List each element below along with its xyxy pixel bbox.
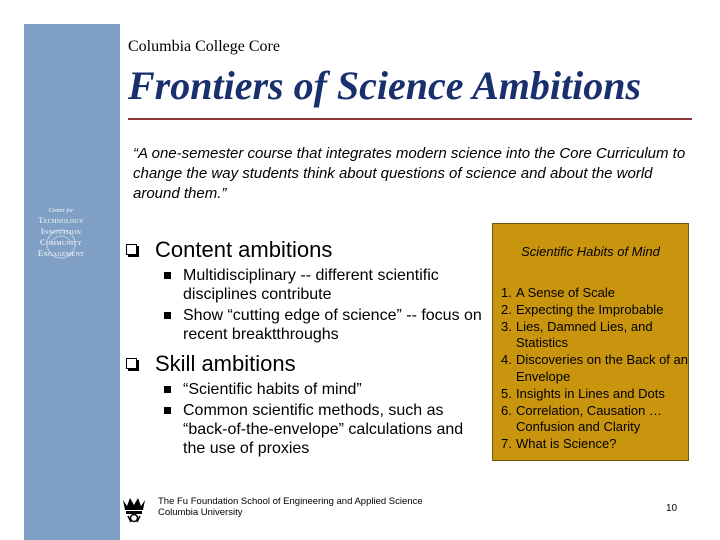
side-bar <box>24 24 120 540</box>
item-text: Expecting the Improbable <box>516 301 664 317</box>
list-item <box>125 236 485 264</box>
item-number: 3. <box>501 318 512 334</box>
list-item <box>125 306 485 344</box>
footer-school: The Fu Foundation School of Engineering and Applied Science <box>158 496 423 507</box>
item-text: Insights in Lines and Dots <box>516 385 665 401</box>
center-logo <box>26 208 96 268</box>
habits-list <box>493 285 688 453</box>
page-number: 10 <box>666 503 678 514</box>
list-item <box>501 403 688 437</box>
list-item <box>501 285 688 302</box>
list-item <box>501 302 688 319</box>
list-item <box>501 386 688 403</box>
logo-line-technology: Technology <box>38 215 84 225</box>
footer-university: Columbia University <box>158 507 243 518</box>
group-heading: Content ambitions <box>155 237 333 262</box>
footer-text <box>158 496 423 518</box>
skill-ambitions-group <box>125 350 485 458</box>
square-bullet-icon <box>126 244 137 255</box>
list-item <box>125 350 485 378</box>
logo-emblem-icon <box>43 218 79 266</box>
content-ambitions-group <box>125 236 485 344</box>
item-number: 4. <box>501 352 512 368</box>
item-number: 2. <box>501 301 512 317</box>
list-item <box>501 352 688 386</box>
list-item <box>501 319 688 353</box>
list-item <box>125 401 485 458</box>
item-text: Lies, Damned Lies, and Statistics <box>516 318 653 351</box>
habits-panel <box>492 223 689 461</box>
item-number: 7. <box>501 436 512 452</box>
logo-small-text: Center for <box>48 208 74 214</box>
group-heading: Skill ambitions <box>155 351 296 376</box>
item-text: Show “cutting edge of science” -- focus on recent breaktthroughs <box>183 307 482 343</box>
bullet-icon <box>164 386 171 393</box>
item-text: What is Science? <box>516 436 617 452</box>
item-text: A Sense of Scale <box>516 285 616 300</box>
logo-line-community: Community <box>39 237 83 247</box>
item-text: “Scientific habits of mind” <box>183 381 362 398</box>
item-text: Discoveries on the Back of an Envelope <box>516 352 688 384</box>
item-text: Common scientific methods, such as “back-of-the-envelope” calculations and the use of proxies <box>183 402 464 457</box>
list-item <box>501 436 688 453</box>
item-number: 5. <box>501 385 512 401</box>
list-item <box>125 266 485 304</box>
item-text: Multidisciplinary -- different scientific disciplines contribute <box>183 267 439 303</box>
habits-panel-title: Scientific Habits of Mind <box>521 244 660 259</box>
course-quote: “A one-semester course that integrates modern science into the Core Curriculum to change the way students think about questions of science and about the world around them.” <box>133 145 686 202</box>
bullet-icon <box>164 407 171 414</box>
list-item <box>125 380 485 399</box>
bullet-icon <box>164 312 171 319</box>
logo-line-innovation: Innovation <box>40 226 82 236</box>
logo-line-engagement: Engagement <box>37 248 85 258</box>
university-crown-icon <box>120 494 148 524</box>
item-text: Correlation, Causation … Confusion and Clarity <box>516 402 662 435</box>
title-divider <box>128 118 692 120</box>
slide-subtitle: Columbia College Core <box>128 38 280 55</box>
item-number: 6. <box>501 402 512 418</box>
square-bullet-icon <box>126 358 137 369</box>
slide-title: Frontiers of Science Ambitions <box>128 63 642 108</box>
bullet-icon <box>164 272 171 279</box>
item-number: 1. <box>501 285 512 300</box>
ambitions-list <box>125 236 485 458</box>
